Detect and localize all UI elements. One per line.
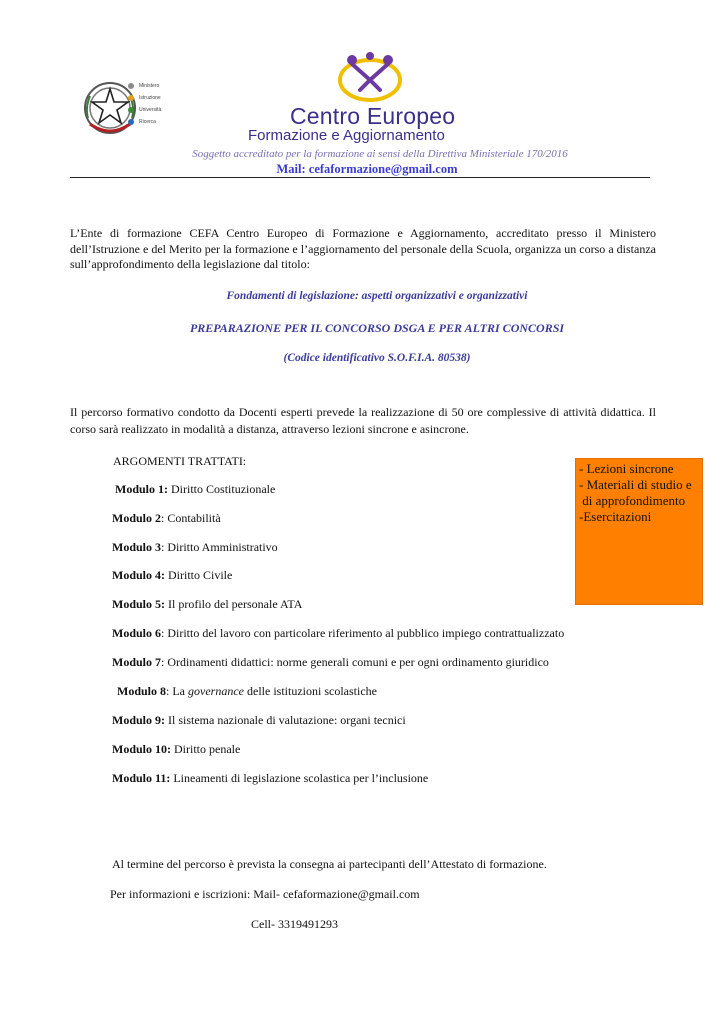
module-text: : Contabilità [161, 511, 221, 525]
module-item [112, 626, 564, 641]
module-text: : La [166, 684, 189, 698]
ministry-dot-icon [128, 107, 134, 113]
module-label: Modulo 10: [112, 742, 172, 756]
topics-heading: ARGOMENTI TRATTATI: [113, 454, 247, 468]
module-item [112, 511, 221, 526]
module-text: : Ordinamenti didattici: norme generali comuni e per ogni ordinamento giuridico [161, 655, 549, 669]
module-label: Modulo 8 [117, 684, 167, 698]
accreditation-note: Soggetto accreditato per la formazione ai sensi della Direttiva Ministeriale 170/2016 [192, 148, 568, 160]
intro-paragraph: L’Ente di formazione CEFA Centro Europeo di Formazione e Aggiornamento, accreditato presso il Ministero dell’Istruzione e del Merito per la formazione e l’aggiornamento del personale della Scuola, organizza un corso a distanza sull’approfondimento della legislazione dal titolo: [70, 226, 656, 272]
activities-box [575, 458, 703, 605]
course-title: Fondamenti di legislazione: aspetti organizzativi e organizzativi [226, 290, 528, 302]
module-label: Modulo 3 [112, 540, 162, 554]
contact-phone: Cell- 3319491293 [251, 917, 338, 931]
module-text: Diritto Civile [165, 568, 233, 582]
course-code: (Codice identificativo S.O.F.I.A. 80538) [283, 352, 471, 364]
module-item [112, 540, 278, 555]
module-item [112, 742, 240, 757]
ministry-item: Istruzione [128, 92, 188, 104]
module-label: Modulo 2 [112, 511, 162, 525]
header-mail: Mail: cefaformazione@gmail.com [276, 162, 458, 176]
module-label: Modulo 9: [112, 713, 166, 727]
module-item [112, 655, 549, 670]
ministry-item: Ministero [128, 80, 188, 92]
module-text: : Diritto del lavoro con particolare riferimento al pubblico impiego contrattualizzato [161, 626, 565, 640]
ministry-item: Ricerca [128, 116, 188, 128]
ministry-dot-icon [128, 119, 134, 125]
brand-subtitle: Formazione e Aggiornamento [248, 127, 445, 144]
closing-statement: Al termine del percorso è prevista la consegna ai partecipanti dell’Attestato di formazione. [112, 857, 547, 871]
header-divider [70, 177, 650, 178]
module-text: delle istituzioni scolastiche [244, 684, 377, 698]
ministry-dot-icon [128, 95, 134, 101]
description-paragraph: Il percorso formativo condotto da Docenti esperti prevede la realizzazione di 50 ore complessive di attività didattica. Il corso sarà realizzato in modalità a distanza, attraverso lezioni sincrone e asincrone. [70, 405, 656, 436]
module-label: Modulo 11: [112, 771, 171, 785]
ministry-dot-icon [128, 83, 134, 89]
activity-item: - Materiali di studio e [579, 477, 692, 492]
module-item [112, 597, 302, 612]
module-text: Diritto Costituzionale [168, 482, 276, 496]
module-item [115, 482, 275, 497]
module-text: Lineamenti di legislazione scolastica per l’inclusione [170, 771, 429, 785]
module-label: Modulo 6 [112, 626, 162, 640]
contact-info: Per informazioni e iscrizioni: Mail- cefaformazione@gmail.com [110, 887, 420, 901]
course-subtitle: PREPARAZIONE PER IL CONCORSO DSGA E PER ALTRI CONCORSI [189, 321, 565, 335]
module-item [112, 771, 428, 786]
cefa-logo-icon [330, 50, 410, 106]
module-item [112, 568, 232, 583]
module-text-italic: governance [188, 684, 244, 698]
module-label: Modulo 4: [112, 568, 166, 582]
module-text: Diritto penale [171, 742, 241, 756]
activity-item: -Esercitazioni [579, 509, 652, 524]
activity-item: - Lezioni sincrone [579, 461, 674, 476]
ministry-item: Università [128, 104, 188, 116]
module-item [112, 713, 406, 728]
ministry-legend [128, 80, 188, 128]
module-label: Modulo 1: [115, 482, 169, 496]
module-text: Il profilo del personale ATA [165, 597, 303, 611]
module-item [117, 684, 377, 699]
activity-item: di approfondimento [579, 493, 686, 508]
module-text: Il sistema nazionale di valutazione: organi tecnici [165, 713, 406, 727]
module-label: Modulo 7 [112, 655, 162, 669]
brand-title: Centro Europeo [290, 103, 456, 129]
module-label: Modulo 5: [112, 597, 166, 611]
module-text: : Diritto Amministrativo [161, 540, 278, 554]
